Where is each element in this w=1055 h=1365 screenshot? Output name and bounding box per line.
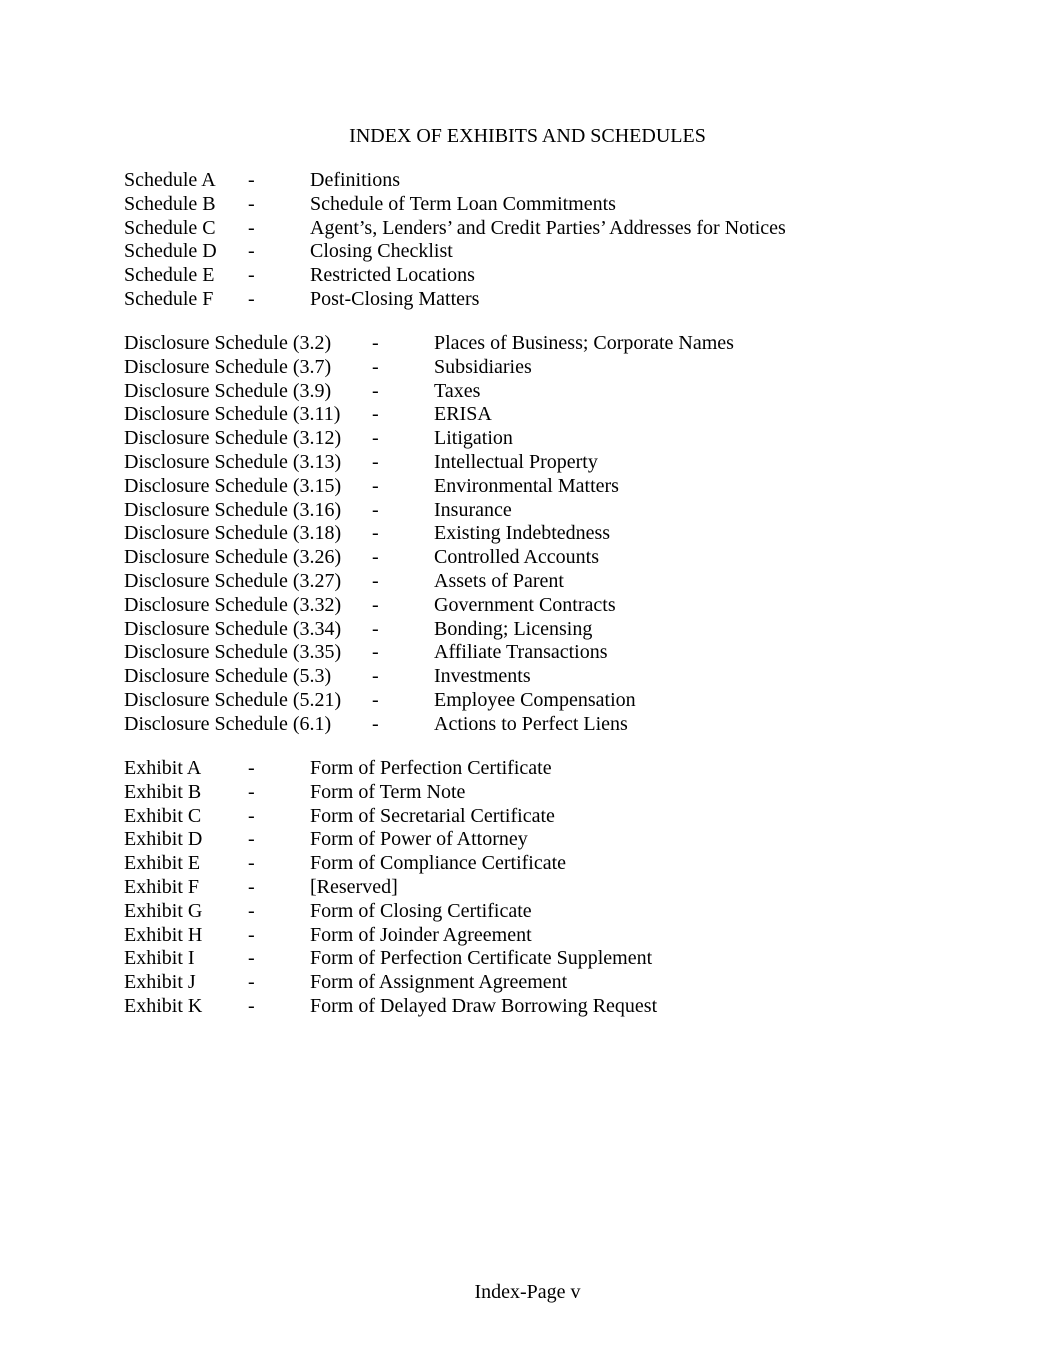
entry-description: Form of Delayed Draw Borrowing Request (310, 994, 658, 1017)
schedules-list (124, 169, 1004, 312)
exhibits-list (124, 757, 1004, 1019)
entry-description: Places of Business; Corporate Names (434, 332, 734, 354)
entry-label: Schedule F (124, 287, 214, 310)
entry-label: Disclosure Schedule (3.13) (124, 450, 342, 473)
entry-label: Disclosure Schedule (6.1) (124, 712, 332, 735)
entry-label: Disclosure Schedule (5.3) (124, 665, 332, 688)
entry-dash: - (372, 355, 379, 378)
disclosure-schedule-row (124, 713, 1004, 737)
entry-label: Disclosure Schedule (3.35) (124, 641, 342, 664)
schedule-row (124, 193, 1004, 217)
disclosure-schedule-row (124, 499, 1004, 523)
entry-label: Exhibit K (124, 994, 203, 1017)
page-title: INDEX OF EXHIBITS AND SCHEDULES (349, 125, 706, 147)
entry-dash: - (372, 522, 379, 545)
entry-dash: - (248, 780, 255, 803)
disclosure-schedule-row (124, 546, 1004, 570)
entry-dash: - (372, 450, 379, 473)
entry-label: Disclosure Schedule (3.11) (124, 403, 341, 426)
exhibit-row (124, 900, 1004, 924)
entry-label: Disclosure Schedule (3.15) (124, 474, 342, 497)
entry-label: Disclosure Schedule (3.18) (124, 522, 342, 545)
entry-description: [Reserved] (310, 875, 398, 898)
exhibit-row (124, 995, 1004, 1019)
entry-dash: - (372, 546, 379, 569)
entry-description: Post-Closing Matters (310, 287, 480, 310)
disclosure-schedule-row (124, 689, 1004, 713)
entry-dash: - (372, 665, 379, 688)
exhibit-row (124, 852, 1004, 876)
schedule-row (124, 288, 1004, 312)
exhibit-row (124, 876, 1004, 900)
entry-description: ERISA (434, 403, 492, 426)
entry-dash: - (248, 899, 255, 922)
entry-label: Disclosure Schedule (3.27) (124, 569, 342, 592)
entry-description: Definitions (310, 169, 400, 191)
exhibit-row (124, 947, 1004, 971)
entry-dash: - (248, 192, 255, 215)
entry-label: Exhibit A (124, 757, 202, 779)
entry-label: Schedule E (124, 264, 215, 287)
exhibit-row (124, 971, 1004, 995)
entry-label: Disclosure Schedule (3.2) (124, 332, 332, 354)
disclosure-schedule-row (124, 380, 1004, 404)
entry-label: Exhibit G (124, 899, 203, 922)
entry-description: Investments (434, 665, 531, 688)
entry-label: Exhibit F (124, 875, 200, 898)
entry-description: Intellectual Property (434, 450, 598, 473)
entry-dash: - (248, 971, 255, 994)
entry-dash: - (248, 852, 255, 875)
entry-dash: - (372, 617, 379, 640)
entry-description: Agent’s, Lenders’ and Credit Parties’ Addresses for Notices (310, 216, 786, 239)
entry-label: Disclosure Schedule (5.21) (124, 688, 342, 711)
disclosure-schedule-row (124, 356, 1004, 380)
entry-description: Form of Closing Certificate (310, 899, 532, 922)
entry-description: Form of Secretarial Certificate (310, 804, 555, 827)
disclosure-schedule-row (124, 332, 1004, 356)
entry-description: Form of Term Note (310, 780, 466, 803)
disclosure-schedule-row (124, 618, 1004, 642)
entry-description: Form of Joinder Agreement (310, 923, 532, 946)
entry-dash: - (372, 593, 379, 616)
entry-dash: - (248, 923, 255, 946)
entry-description: Form of Compliance Certificate (310, 852, 567, 875)
entry-label: Exhibit D (124, 828, 203, 851)
entry-dash: - (372, 474, 379, 497)
disclosure-schedule-row (124, 403, 1004, 427)
disclosure-schedule-row (124, 475, 1004, 499)
disclosure-schedule-row (124, 570, 1004, 594)
entry-dash: - (248, 169, 255, 191)
entry-dash: - (372, 498, 379, 521)
entry-label: Exhibit E (124, 852, 201, 875)
schedule-row (124, 240, 1004, 264)
entry-dash: - (248, 216, 255, 239)
entry-description: Form of Perfection Certificate Supplement (310, 947, 653, 970)
entry-description: Form of Power of Attorney (310, 828, 528, 851)
schedule-row (124, 264, 1004, 288)
entry-label: Exhibit J (124, 971, 196, 994)
entry-description: Government Contracts (434, 593, 616, 616)
exhibit-row (124, 805, 1004, 829)
entry-label: Disclosure Schedule (3.32) (124, 593, 342, 616)
entry-label: Disclosure Schedule (3.34) (124, 617, 342, 640)
exhibit-row (124, 781, 1004, 805)
entry-label: Schedule A (124, 169, 216, 191)
disclosure-schedule-row (124, 451, 1004, 475)
entry-label: Exhibit H (124, 923, 203, 946)
entry-description: Insurance (434, 498, 512, 521)
entry-description: Employee Compensation (434, 688, 636, 711)
entry-description: Restricted Locations (310, 264, 475, 287)
entry-description: Closing Checklist (310, 240, 453, 263)
entry-description: Affiliate Transactions (434, 641, 608, 664)
entry-label: Disclosure Schedule (3.12) (124, 427, 342, 450)
entry-dash: - (372, 688, 379, 711)
entry-dash: - (372, 712, 379, 735)
disclosure-schedule-row (124, 522, 1004, 546)
entry-dash: - (372, 379, 379, 402)
entry-label: Exhibit C (124, 804, 202, 827)
entry-description: Environmental Matters (434, 474, 619, 497)
exhibit-row (124, 757, 1004, 781)
entry-description: Existing Indebtedness (434, 522, 611, 545)
entry-dash: - (372, 427, 379, 450)
entry-description: Form of Assignment Agreement (310, 971, 568, 994)
disclosure-schedule-row (124, 594, 1004, 618)
entry-label: Exhibit B (124, 780, 202, 803)
entry-dash: - (372, 569, 379, 592)
entry-label: Disclosure Schedule (3.26) (124, 546, 342, 569)
entry-description: Litigation (434, 427, 513, 450)
schedule-row (124, 217, 1004, 241)
entry-dash: - (372, 332, 379, 354)
entry-dash: - (372, 403, 379, 426)
entry-dash: - (248, 828, 255, 851)
disclosure-schedule-row (124, 427, 1004, 451)
exhibit-row (124, 828, 1004, 852)
entry-description: Form of Perfection Certificate (310, 757, 552, 779)
entry-description: Actions to Perfect Liens (434, 712, 628, 735)
exhibit-row (124, 924, 1004, 948)
entry-label: Disclosure Schedule (3.9) (124, 379, 332, 402)
entry-label: Schedule D (124, 240, 217, 263)
entry-dash: - (248, 994, 255, 1017)
entry-dash: - (248, 947, 255, 970)
entry-label: Disclosure Schedule (3.16) (124, 498, 342, 521)
entry-label: Disclosure Schedule (3.7) (124, 355, 332, 378)
entry-dash: - (248, 757, 255, 779)
disclosure-schedule-row (124, 665, 1004, 689)
entry-label: Schedule C (124, 216, 216, 239)
schedule-row (124, 169, 1004, 193)
entry-description: Subsidiaries (434, 355, 532, 378)
disclosure-schedules-list (124, 332, 1004, 737)
entry-description: Taxes (434, 379, 481, 402)
entry-description: Bonding; Licensing (434, 617, 593, 640)
entry-dash: - (248, 287, 255, 310)
entry-description: Assets of Parent (434, 569, 564, 592)
entry-description: Schedule of Term Loan Commitments (310, 192, 616, 215)
entry-dash: - (248, 240, 255, 263)
disclosure-schedule-row (124, 641, 1004, 665)
entry-label: Schedule B (124, 192, 216, 215)
entry-description: Controlled Accounts (434, 546, 599, 569)
page-footer: Index-Page v (474, 1281, 581, 1303)
entry-dash: - (248, 875, 255, 898)
entry-dash: - (248, 804, 255, 827)
entry-dash: - (372, 641, 379, 664)
entry-label: Exhibit I (124, 947, 195, 970)
entry-dash: - (248, 264, 255, 287)
